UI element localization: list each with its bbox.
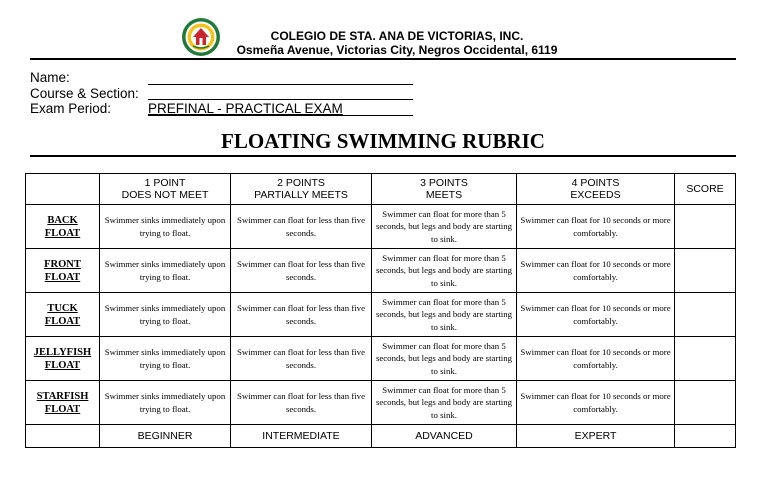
header-1-point: 1 POINT DOES NOT MEET <box>100 174 231 205</box>
level-label: ADVANCED <box>372 425 517 448</box>
rubric-table <box>25 173 736 448</box>
school-name: COLEGIO DE STA. ANA DE VICTORIAS, INC. <box>270 29 524 43</box>
header-divider <box>30 58 736 60</box>
criterion-cell: Swimmer can float for 10 seconds or more comfortably. <box>517 293 675 337</box>
level-label: BEGINNER <box>100 425 231 448</box>
criterion-cell: Swimmer sinks immediately upon trying to float. <box>100 249 231 293</box>
score-cell[interactable] <box>675 205 736 249</box>
criterion-cell: Swimmer sinks immediately upon trying to float. <box>100 337 231 381</box>
table-header-row <box>26 174 736 205</box>
criterion-cell: Swimmer can float for more than 5 seconds, but legs and body are starting to sink. <box>372 293 517 337</box>
table-row <box>26 249 736 293</box>
criterion-label: JELLYFISH FLOAT <box>26 337 100 381</box>
criterion-cell: Swimmer can float for more than 5 seconds, but legs and body are starting to sink. <box>372 337 517 381</box>
level-label: EXPERT <box>517 425 675 448</box>
criterion-cell: Swimmer sinks immediately upon trying to float. <box>100 381 231 425</box>
criterion-cell: Swimmer sinks immediately upon trying to float. <box>100 205 231 249</box>
criterion-cell: Swimmer can float for more than 5 seconds, but legs and body are starting to sink. <box>372 205 517 249</box>
score-cell[interactable] <box>675 381 736 425</box>
criterion-label: FRONT FLOAT <box>26 249 100 293</box>
table-row <box>26 381 736 425</box>
criterion-cell: Swimmer can float for 10 seconds or more comfortably. <box>517 205 675 249</box>
score-cell[interactable] <box>675 249 736 293</box>
criterion-label: STARFISH FLOAT <box>26 381 100 425</box>
criterion-cell: Swimmer can float for less than five seconds. <box>231 205 372 249</box>
table-row <box>26 337 736 381</box>
criterion-cell: Swimmer can float for less than five seconds. <box>231 249 372 293</box>
footer-blank-cell <box>26 425 100 448</box>
criterion-cell: Swimmer sinks immediately upon trying to float. <box>100 293 231 337</box>
school-address: Osmeña Avenue, Victorias City, Negros Occidental, 6119 <box>236 43 558 57</box>
name-label: Name: <box>30 70 70 85</box>
exam-period-field[interactable] <box>148 115 413 116</box>
criterion-cell: Swimmer can float for more than 5 seconds, but legs and body are starting to sink. <box>372 249 517 293</box>
criterion-cell: Swimmer can float for 10 seconds or more comfortably. <box>517 381 675 425</box>
score-cell[interactable] <box>675 337 736 381</box>
criterion-cell: Swimmer can float for less than five seconds. <box>231 337 372 381</box>
course-section-label: Course & Section: <box>30 86 139 101</box>
criterion-cell: Swimmer can float for more than 5 seconds, but legs and body are starting to sink. <box>372 381 517 425</box>
level-footer-row <box>26 425 736 448</box>
criterion-cell: Swimmer can float for 10 seconds or more comfortably. <box>517 249 675 293</box>
page-title: FLOATING SWIMMING RUBRIC <box>221 129 545 153</box>
score-cell[interactable] <box>675 293 736 337</box>
course-section-field[interactable] <box>148 99 413 100</box>
criterion-cell: Swimmer can float for less than five seconds. <box>231 381 372 425</box>
exam-period-value: PREFINAL - PRACTICAL EXAM <box>148 101 343 116</box>
exam-period-label: Exam Period: <box>30 101 112 116</box>
criterion-cell: Swimmer can float for less than five seconds. <box>231 293 372 337</box>
criterion-cell: Swimmer can float for 10 seconds or more comfortably. <box>517 337 675 381</box>
level-label: INTERMEDIATE <box>231 425 372 448</box>
criterion-label: TUCK FLOAT <box>26 293 100 337</box>
header-blank-cell <box>26 174 100 205</box>
title-divider <box>30 155 736 157</box>
table-row <box>26 205 736 249</box>
header-4-points: 4 POINTS EXCEEDS <box>517 174 675 205</box>
table-row <box>26 293 736 337</box>
footer-score-cell <box>675 425 736 448</box>
school-seal-logo <box>180 17 222 57</box>
header-2-points: 2 POINTS PARTIALLY MEETS <box>231 174 372 205</box>
name-field[interactable] <box>148 84 413 85</box>
header-score: SCORE <box>675 174 736 205</box>
criterion-label: BACK FLOAT <box>26 205 100 249</box>
header-3-points: 3 POINTS MEETS <box>372 174 517 205</box>
